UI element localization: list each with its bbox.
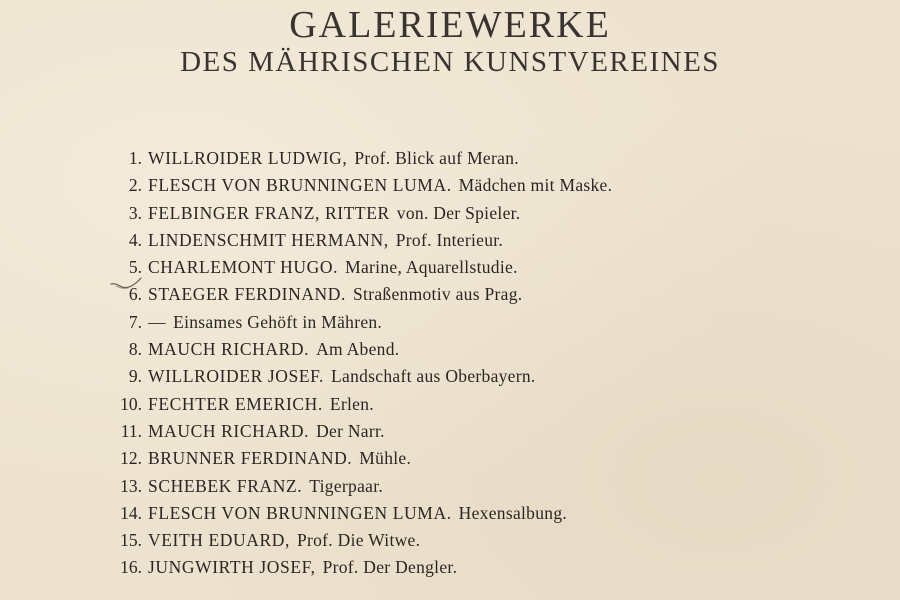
list-item (96, 394, 612, 421)
entry-work: Straßenmotiv aus Prag. (353, 284, 523, 305)
entry-number: 11. (120, 420, 142, 441)
entry-artist: MAUCH RICHARD. (148, 339, 310, 360)
entry-artist: CHARLEMONT HUGO. (148, 257, 339, 278)
entry-work: Marine, Aquarellstudie. (345, 257, 518, 278)
entry-artist: STAEGER FERDINAND. (148, 284, 347, 305)
list-item (96, 230, 612, 257)
list-item (96, 175, 612, 202)
entry-work: Prof. Blick auf Meran. (354, 148, 519, 168)
entry-number: 4. (128, 229, 142, 250)
entry-artist: SCHEBEK FRANZ. (148, 475, 303, 496)
page-subtitle: DES MÄHRISCHEN KUNSTVEREINES (180, 46, 720, 78)
list-item (96, 366, 612, 393)
list-item (96, 312, 612, 339)
entry-artist: FLESCH VON BRUNNINGEN LUMA. (148, 502, 452, 523)
entry-work: von. Der Spieler. (396, 202, 521, 223)
entry-work: Hexensalbung. (458, 502, 568, 523)
entry-number: 9. (128, 366, 142, 387)
artwork-list (96, 148, 612, 585)
entry-number: 8. (128, 339, 142, 360)
entry-work: Prof. Der Dengler. (322, 557, 458, 578)
entry-artist: WILLROIDER LUDWIG, (148, 148, 348, 168)
list-item (96, 557, 612, 584)
entry-work: Mühle. (359, 448, 412, 469)
entry-work: Tigerpaar. (309, 475, 384, 496)
list-item (96, 148, 612, 175)
entry-artist: WILLROIDER JOSEF. (148, 366, 325, 387)
entry-work: Landschaft aus Oberbayern. (331, 366, 536, 387)
entry-artist: FELBINGER FRANZ, RITTER (148, 202, 390, 223)
list-item (96, 448, 612, 475)
entry-work: Prof. Interieur. (395, 229, 504, 250)
entry-artist: MAUCH RICHARD. (148, 420, 310, 441)
entry-artist: — (148, 311, 167, 332)
list-item (96, 421, 612, 448)
entry-artist: BRUNNER FERDINAND. (148, 448, 353, 469)
entry-number: 16. (120, 557, 142, 578)
entry-artist: FLESCH VON BRUNNINGEN LUMA. (148, 175, 452, 196)
entry-number: 15. (120, 530, 142, 551)
page-title: GALERIEWERKE (289, 4, 611, 46)
entry-artist: VEITH EDUARD, (148, 530, 290, 551)
entry-artist: JUNGWIRTH JOSEF, (148, 557, 316, 578)
entry-work: Am Abend. (316, 339, 400, 360)
entry-number: 1. (128, 148, 142, 168)
entry-number: 14. (120, 502, 142, 523)
entry-number: 7. (128, 311, 142, 332)
entry-number: 6. (128, 284, 142, 305)
list-item (96, 257, 612, 284)
entry-number: 10. (120, 393, 142, 414)
entry-number: 12. (120, 448, 142, 469)
list-item (96, 284, 612, 311)
entry-work: Mädchen mit Maske. (458, 175, 613, 196)
entry-work: Erlen. (329, 393, 374, 414)
list-item (96, 503, 612, 530)
list-item (96, 339, 612, 366)
entry-number: 2. (128, 175, 142, 196)
list-item (96, 203, 612, 230)
list-item (96, 530, 612, 557)
entry-number: 5. (128, 257, 142, 278)
entry-artist: LINDENSCHMIT HERMANN, (148, 229, 389, 250)
entry-work: Einsames Gehöft in Mähren. (173, 311, 383, 332)
entry-artist: FECHTER EMERICH. (148, 393, 323, 414)
entry-work: Der Narr. (316, 420, 385, 441)
entry-work: Prof. Die Witwe. (296, 530, 421, 551)
entry-number: 3. (128, 202, 142, 223)
list-item (96, 476, 612, 503)
entry-number: 13. (120, 475, 142, 496)
